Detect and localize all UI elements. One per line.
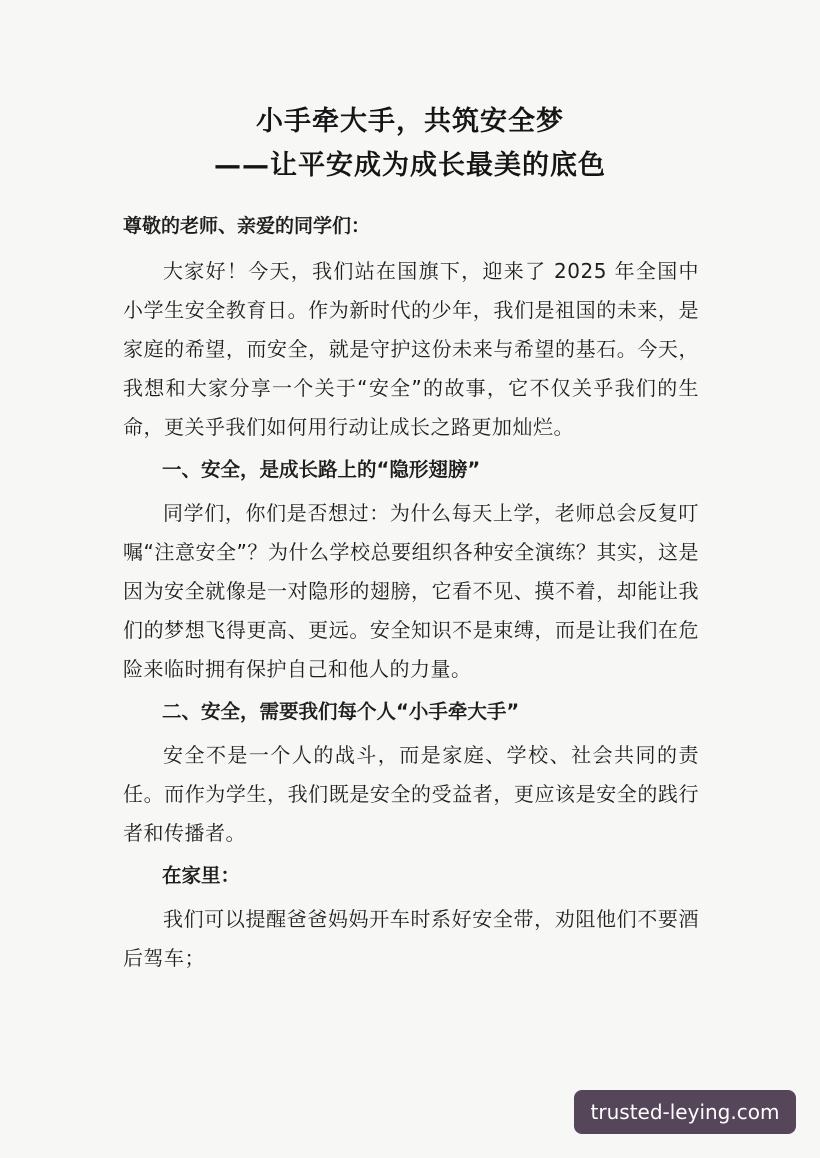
paragraph-section-2: 安全不是一个人的战斗，而是家庭、学校、社会共同的责任。而作为学生，我们既是安全的受益者，更应该是安全的践行者和传播者。: [123, 743, 699, 845]
subheading-at-home: 在家里：: [162, 864, 241, 887]
paragraph-intro: 大家好！今天，我们站在国旗下，迎来了 2025 年全国中小学生安全教育日。作为新时代的少年，我们是祖国的未来，是家庭的希望，而安全，就是守护这份未来与希望的基石。今天，我想和大家分享一个关于“安全”的故事，它不仅关乎我们的生命，更关乎我们如何用行动让成长之路更加灿烂。: [123, 259, 699, 439]
section-heading-1: 一、安全，是成长路上的“隐形翅膀”: [162, 458, 481, 481]
paragraph-section-1: 同学们，你们是否想过：为什么每天上学，老师总会反复叮嘱“注意安全”？为什么学校总要组织各种安全演练？其实，这是因为安全就像是一对隐形的翅膀，它看不见、摸不着，却能让我们的梦想飞得更高、更远。安全知识不是束缚，而是让我们在危险来临时拥有保护自己和他人的力量。: [123, 501, 699, 681]
document-body: [123, 252, 699, 981]
document-title: 小手牵大手，共筑安全梦: [256, 106, 564, 137]
watermark-badge: trusted-leying.com: [574, 1090, 796, 1134]
document-subtitle: ——让平安成为成长最美的底色: [214, 150, 606, 181]
salutation: 尊敬的老师、亲爱的同学们：: [123, 215, 371, 237]
section-heading-2: 二、安全，需要我们每个人“小手牵大手”: [162, 700, 520, 723]
title-block: [0, 100, 820, 188]
paragraph-at-home: 我们可以提醒爸爸妈妈开车时系好安全带，劝阻他们不要酒后驾车；: [123, 907, 699, 970]
